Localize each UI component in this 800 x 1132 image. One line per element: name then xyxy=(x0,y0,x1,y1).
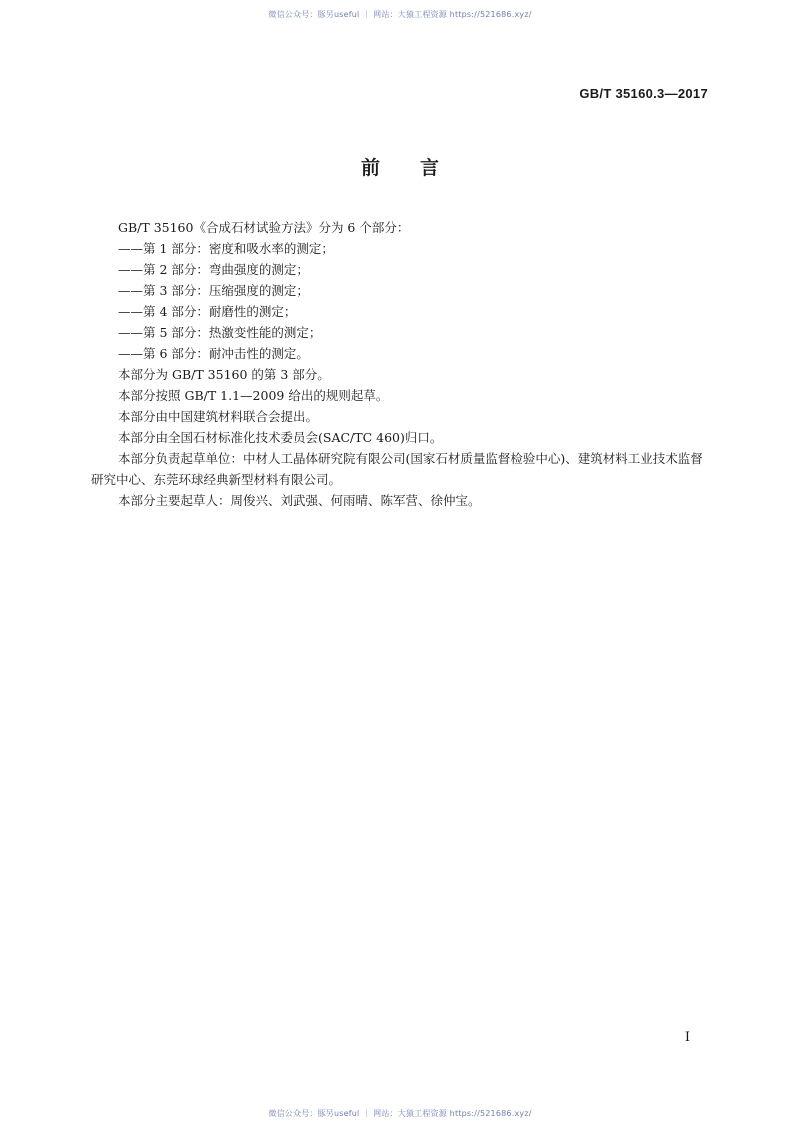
standard-number: GB/T 35160.3—2017 xyxy=(579,86,708,101)
page-title: 前言 xyxy=(360,157,479,179)
part-list-item: ——第 2 部分：弯曲强度的测定； xyxy=(118,262,309,277)
drafters-paragraph: 本部分主要起草人：周俊兴、刘武强、何雨晴、陈军营、徐仲宝。 xyxy=(118,493,481,508)
part-list-item: ——第 6 部分：耐冲击性的测定。 xyxy=(118,346,309,361)
watermark-top: 微信公众号：豚另useful ｜ 网站：大猿工程资源 https://521686.xyz/ xyxy=(268,10,532,19)
foreword-body xyxy=(91,217,711,511)
page-number: I xyxy=(684,1030,690,1045)
part-list-item: ——第 1 部分：密度和吸水率的测定； xyxy=(118,241,334,256)
part-list-item: ——第 3 部分：压缩强度的测定； xyxy=(118,283,309,298)
statement-paragraph: 本部分由中国建筑材料联合会提出。 xyxy=(118,409,319,424)
part-list-item: ——第 4 部分：耐磨性的测定； xyxy=(118,304,297,319)
intro-paragraph: GB/T 35160《合成石材试验方法》分为 6 个部分： xyxy=(118,220,410,235)
drafting-units-paragraph: 本部分负责起草单位：中材人工晶体研究院有限公司(国家石材质量监督检验中心)、建筑材料工业技术监督研究中心、东莞环球经典新型材料有限公司。 xyxy=(91,451,703,487)
statement-paragraph: 本部分为 GB/T 35160 的第 3 部分。 xyxy=(118,367,330,382)
statement-paragraph: 本部分按照 GB/T 1.1—2009 给出的规则起草。 xyxy=(118,388,389,403)
part-list-item: ——第 5 部分：热激变性能的测定； xyxy=(118,325,322,340)
statement-paragraph: 本部分由全国石材标准化技术委员会(SAC/TC 460)归口。 xyxy=(118,430,443,445)
watermark-bottom: 微信公众号：豚另useful ｜ 网站：大猿工程资源 https://521686.xyz/ xyxy=(268,1109,532,1118)
